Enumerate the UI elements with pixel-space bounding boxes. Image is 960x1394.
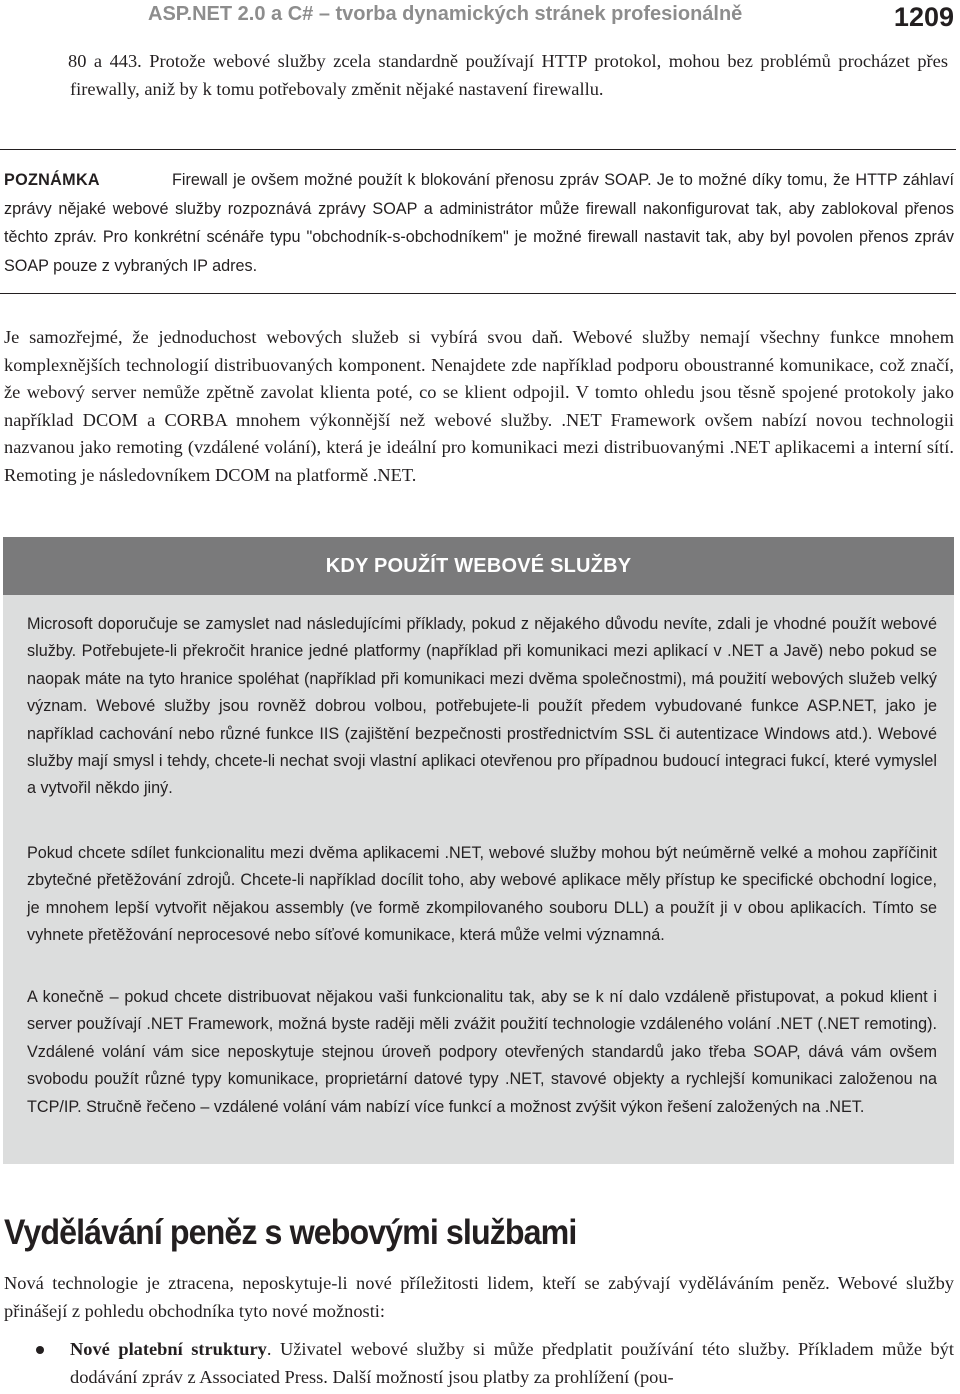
page-header (0, 0, 960, 38)
sidebar-box-title: KDY POUŽÍT WEBOVÉ SLUŽBY (3, 537, 954, 595)
sidebar-paragraph-1: Microsoft doporučuje se zamyslet nad následujícími příklady, pokud z nějakého důvodu nevíte, zdali je vhodné použít webové služby. Potřebujete-li překročit hranice jedné platformy (například při komunikaci mezi aplikací v .NET a Javě) nebo pokud se naopak máte na tyto hranice spoléhat (například při komunikaci mezi dvěma společnostmi), má použití webových služeb velký význam. Webové služby jsou rovněž dobrou volbou, potřebujete-li použít předem vybudované funkce ASP.NET, jako je například cachování nebo různé funkce IIS (zajištění bezpečnosti prostřednictvím SSL či autentizace Windows atd.). Webové služby mají smysl i tehdy, chcete-li nechat svoji vlastní aplikaci otevřenou pro případnou budoucí integraci fukcí, které vymyslel a vytvořil někdo jiný. (27, 615, 937, 798)
bullet-text: . Uživatel webové služby si může předplatit používání této služby. Příkladem může být dodávání zpráv z Associated Press. Další možností jsou platby za prohlížení (pou- (70, 1339, 954, 1387)
section-heading: Vydělávání peněz s webovými službami (4, 1213, 577, 1252)
note-top-rule (0, 149, 956, 150)
intro-paragraph: 80 a 443. Protože webové služby zcela standardně používají HTTP protokol, mohou bez problémů procházet přes firewally, aniž by k tomu potřebovaly změnit nějaké nastavení firewallu. (68, 51, 948, 99)
sidebar-paragraph-3: A konečně – pokud chcete distribuovat nějakou vaši funkcionalitu tak, aby se k ní dalo vzdáleně přistupovat, a pokud klient i server používají .NET Framework, možná byste raději měli zvážit použití technologie vzdáleného volání .NET (.NET remoting). Vzdálené volání vám sice neposkytuje stejnou úroveň podpory otevřených standardů jako třeba SOAP, dává vám ovšem svobodu použít různé typy komunikace, proprietární datové typy .NET, stavové objekty a rychlejší komunikaci založenou na TCP/IP. Stručně řečeno – vzdálené volání vám nabízí více funkcí a možnost zvýšit výkon řešení založených na .NET. (27, 988, 937, 1116)
sidebar-box (3, 595, 954, 1164)
running-header-title: ASP.NET 2.0 a C# – tvorba dynamických stránek profesionálně (148, 3, 743, 25)
page-number: 1209 (893, 2, 954, 32)
bullet-list (4, 1336, 954, 1391)
section-intro-paragraph: Nová technologie je ztracena, neposkytuje-li nové příležitosti lidem, kteří se zabývají vyděláváním peněz. Webové služby přinášejí z pohledu obchodníka tyto nové možnosti: (4, 1273, 954, 1321)
note-block (4, 166, 954, 280)
bullet-dot-icon (36, 1346, 44, 1354)
list-item (4, 1336, 954, 1391)
sidebar-paragraph-2: Pokud chcete sdílet funkcionalitu mezi dvěma aplikacemi .NET, webové služby mohou být neúměrně velké a mohou zapříčinit zbytečné přetěžování zdrojů. Chcete-li například docílit toho, aby webové aplikace měly přístup ke specifické obchodní logice, je mnohem lepší vytvořit nějakou assembly (ve formě zkompilovaného souboru DLL) a použít ji v obou aplikacích. Tímto se vyhnete přetěžování neprocesové nebo síťové komunikace, která může velmi významná. (27, 844, 937, 945)
body-paragraph: Je samozřejmé, že jednoduchost webových služeb si vybírá svou daň. Webové služby nemají všechny funkce mnohem komplexnějších technologií distribuovaných komponent. Nenajdete zde například podporu oboustranné komunikace, což značí, že webový server nemůže zpětně zavolat klienta poté, co se klient odpojil. V tomto ohledu jsou těsně spojené protokoly jako například DCOM a CORBA mnohem výkonnější než webové služby. .NET Framework ovšem nabízí novou technologii nazvanou jako remoting (vzdálené volání), která je ideální pro komunikaci mezi distribuovanými .NET aplikacemi a interní sítí. Remoting je následovníkem DCOM na platformě .NET. (4, 327, 954, 485)
note-text: Firewall je ovšem možné použít k blokování přenosu zpráv SOAP. Je to možné díky tomu, že HTTP záhlaví zprávy nějaké webové služby rozpoznává zprávy SOAP a administrátor může firewall nakonfigurovat tak, aby zablokoval přenos těchto zpráv. Pro konkrétní scénáře typu "obchodník-s-obchodníkem" je možné firewall nastavit tak, aby byl povolen přenos zpráv SOAP pouze z vybraných IP adres. (4, 171, 954, 275)
bullet-term: Nové platební struktury (70, 1339, 267, 1359)
note-label: POZNÁMKA (4, 171, 100, 189)
note-bottom-rule (0, 293, 956, 294)
